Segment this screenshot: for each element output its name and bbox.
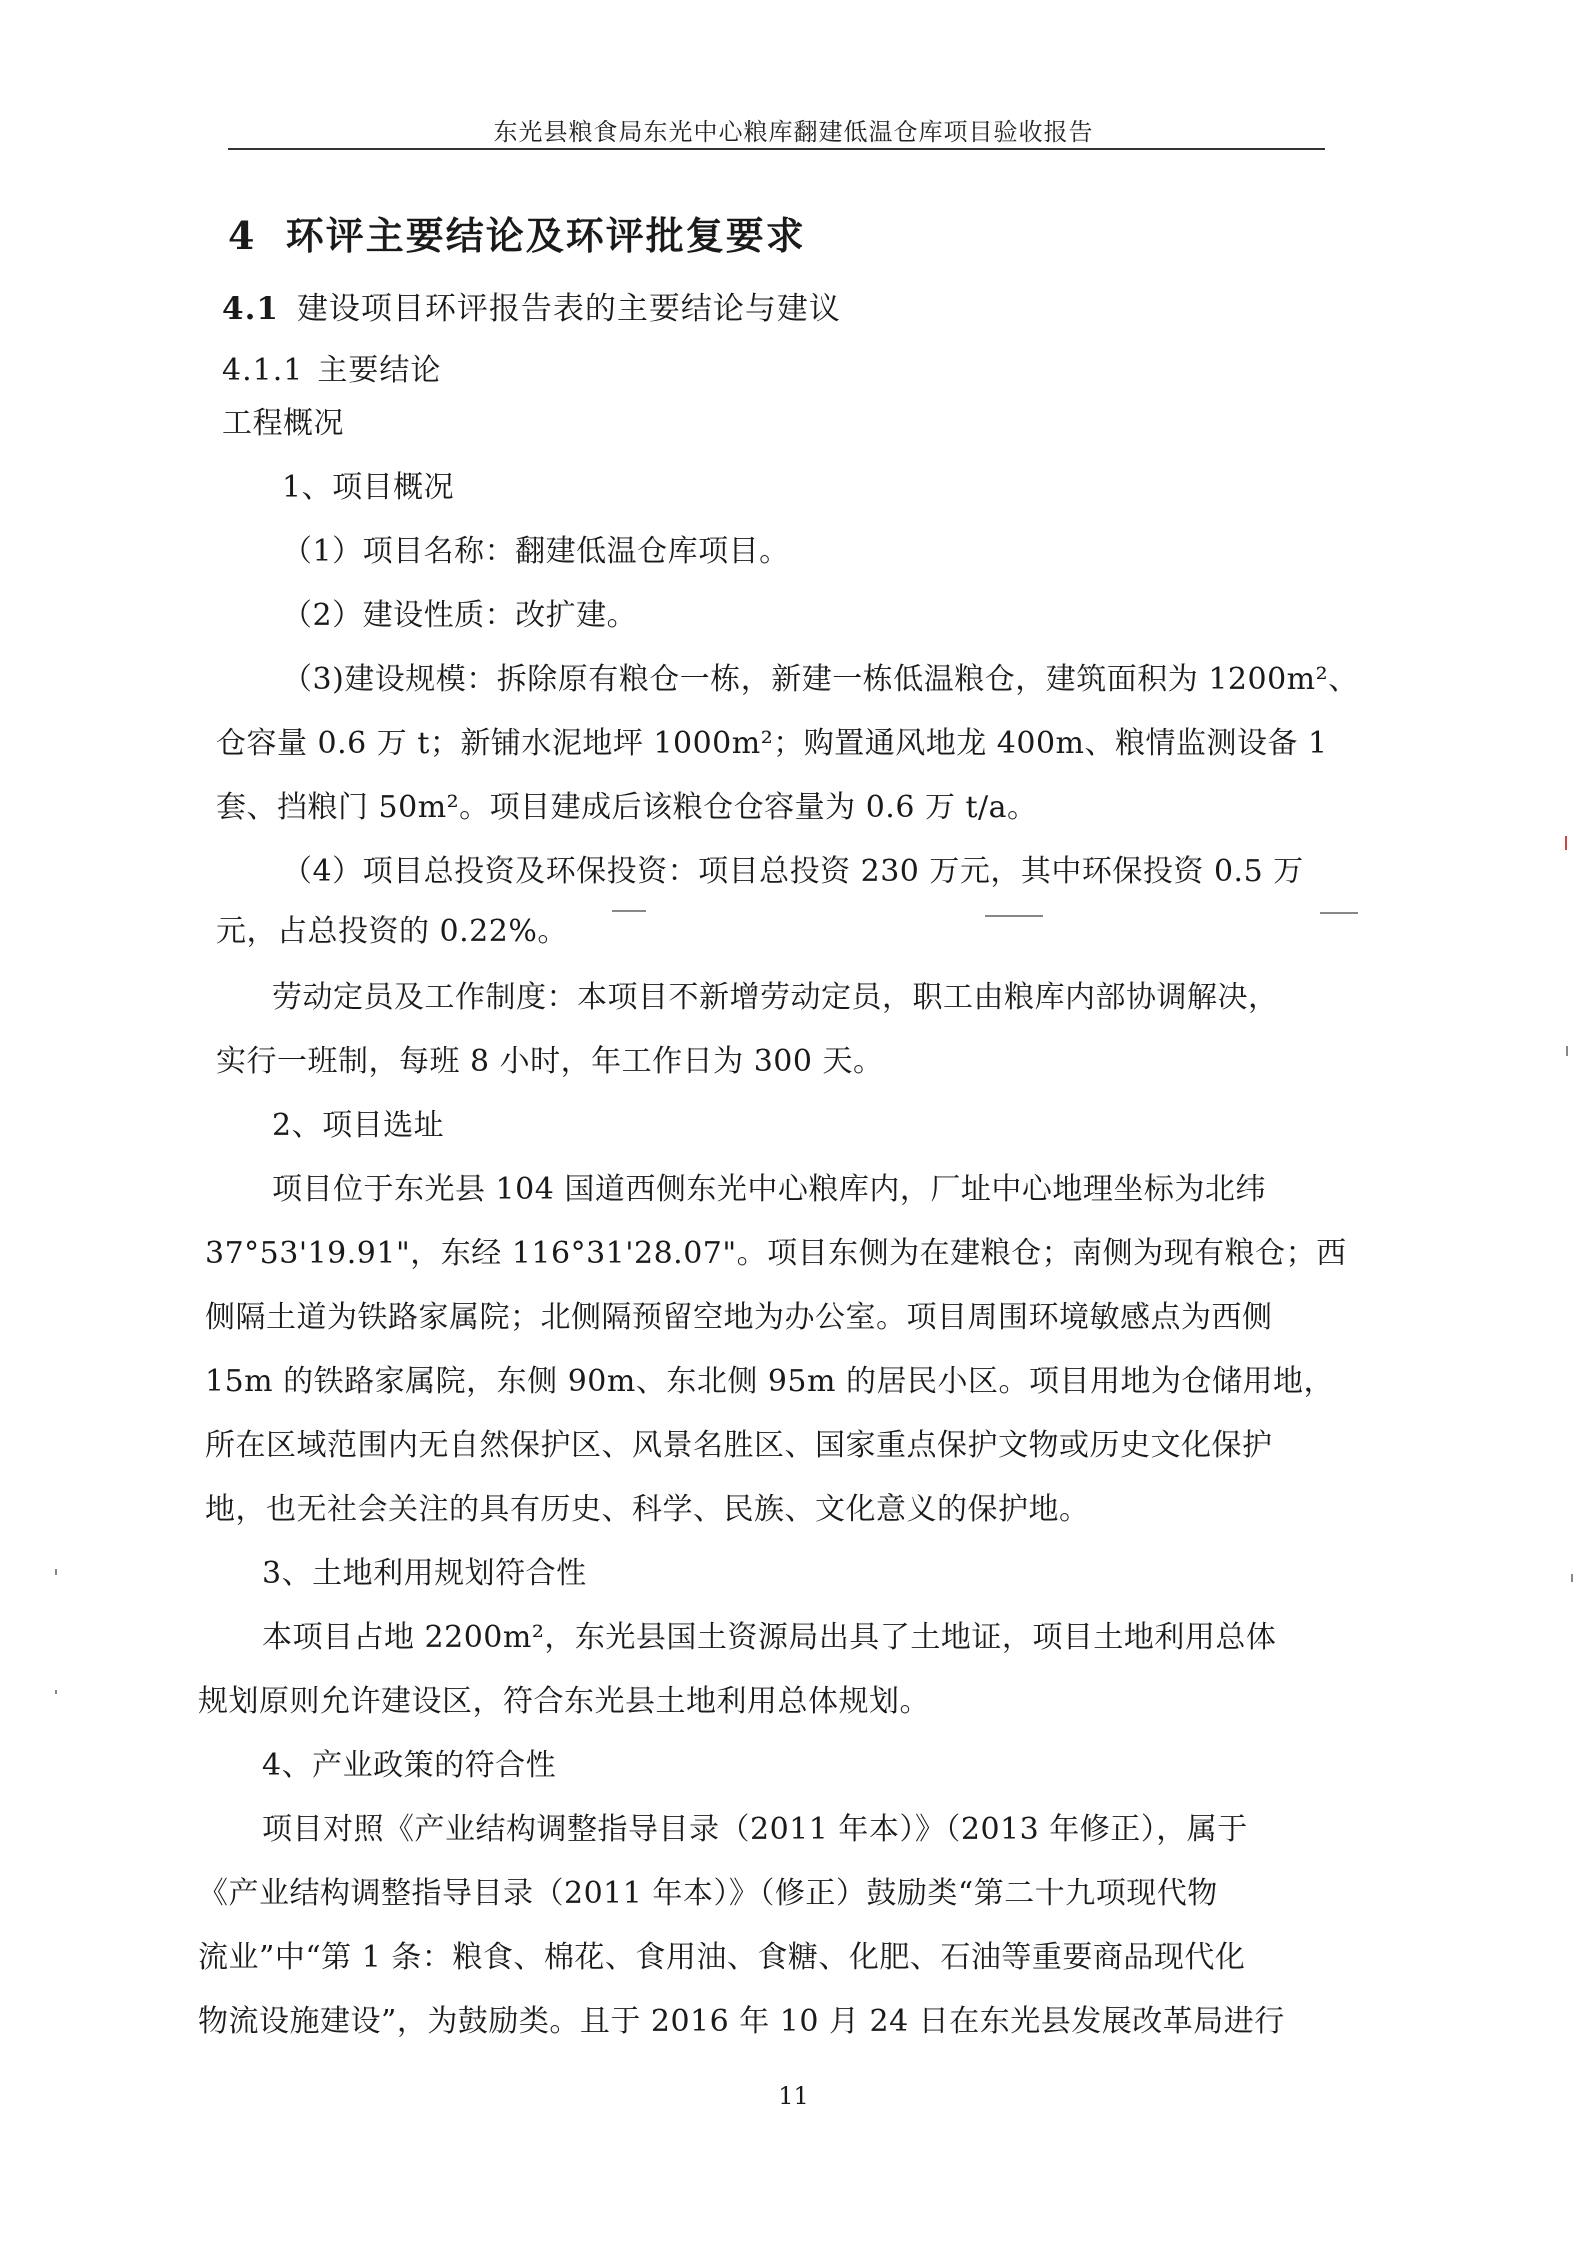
paragraph-line: （3)建设规模：拆除原有粮仓一栋，新建一栋低温粮仓，建筑面积为 1200m²、 — [282, 662, 1359, 697]
scan-artifact — [612, 910, 646, 912]
scan-artifact — [55, 1690, 57, 1694]
paragraph-line: 劳动定员及工作制度：本项目不新增劳动定员，职工由粮库内部协调解决， — [272, 980, 1279, 1015]
paragraph-line: （4）项目总投资及环保投资：项目总投资 230 万元，其中环保投资 0.5 万 — [282, 854, 1304, 889]
scan-artifact — [1566, 1046, 1568, 1056]
paragraph-line: 《产业结构调整指导目录（2011 年本）》（修正）鼓励类“第二十九项现代物 — [198, 1876, 1218, 1911]
paragraph-line: 流业”中“第 1 条：粮食、棉花、食用油、食糖、化肥、石油等重要商品现代化 — [198, 1940, 1246, 1975]
paragraph-line: （2）建设性质：改扩建。 — [282, 598, 638, 633]
page-number: 11 — [778, 2082, 809, 2110]
scan-artifact — [1571, 1574, 1573, 1582]
paragraph-line: 规划原则允许建设区，符合东光县土地利用总体规划。 — [198, 1684, 930, 1719]
paragraph-line: 物流设施建设”，为鼓励类。且于 2016 年 10 月 24 日在东光县发展改革局进行 — [198, 2004, 1285, 2039]
paragraph-line: 地，也无社会关注的具有历史、科学、民族、文化意义的保护地。 — [205, 1492, 1090, 1527]
paragraph-heading: 工程概况 — [222, 406, 344, 441]
item-heading: 2、项目选址 — [272, 1108, 445, 1143]
header-divider — [228, 148, 1325, 150]
paragraph-line: 实行一班制，每班 8 小时，年工作日为 300 天。 — [216, 1044, 884, 1079]
paragraph-line: 本项目占地 2200m²，东光县国土资源局出具了土地证，项目土地利用总体 — [262, 1620, 1277, 1655]
paragraph-line: 套、挡粮门 50m²。项目建成后该粮仓仓容量为 0.6 万 t/a。 — [216, 790, 1038, 825]
scan-artifact — [1320, 912, 1358, 914]
section-heading — [228, 205, 806, 260]
item-heading: 3、土地利用规划符合性 — [262, 1556, 587, 1591]
section-title: 环评主要结论及环评批复要求 — [285, 213, 806, 258]
paragraph-line: 仓容量 0.6 万 t；新铺水泥地坪 1000m²；购置通风地龙 400m、粮情监测设备 1 — [216, 726, 1328, 761]
section-number: 4 — [228, 213, 257, 258]
paragraph-line: 元，占总投资的 0.22%。 — [216, 914, 568, 949]
paragraph-line: 项目位于东光县 104 国道西侧东光中心粮库内，厂址中心地理坐标为北纬 — [272, 1172, 1266, 1207]
running-header: 东光县粮食局东光中心粮库翻建低温仓库项目验收报告 — [493, 118, 1094, 146]
paragraph-line: 15m 的铁路家属院，东侧 90m、东北侧 95m 的居民小区。项目用地为仓储用地， — [205, 1364, 1335, 1399]
subsubsection-heading — [222, 345, 441, 389]
subsection-heading — [222, 283, 841, 328]
subsubsection-number: 4.1.1 — [222, 353, 304, 388]
scan-artifact — [55, 1569, 57, 1575]
subsection-title: 建设项目环评报告表的主要结论与建议 — [296, 291, 841, 327]
paragraph-line: 37°53'19.91"，东经 116°31'28.07"。项目东侧为在建粮仓；南侧为现有粮仓；西 — [205, 1236, 1347, 1271]
paragraph-line: 侧隔土道为铁路家属院；北侧隔预留空地为办公室。项目周围环境敏感点为西侧 — [205, 1300, 1273, 1335]
scan-artifact — [1565, 836, 1567, 850]
paragraph-line: 项目对照《产业结构调整指导目录（2011 年本）》（2013 年修正），属于 — [262, 1812, 1248, 1847]
subsubsection-title: 主要结论 — [317, 353, 442, 388]
paragraph-line: （1）项目名称：翻建低温仓库项目。 — [282, 534, 790, 569]
item-heading: 4、产业政策的符合性 — [262, 1748, 557, 1783]
scan-artifact — [985, 915, 1043, 917]
item-heading: 1、项目概况 — [282, 470, 455, 505]
paragraph-line: 所在区域范围内无自然保护区、风景名胜区、国家重点保护文物或历史文化保护 — [205, 1428, 1273, 1463]
subsection-number: 4.1 — [222, 291, 279, 327]
